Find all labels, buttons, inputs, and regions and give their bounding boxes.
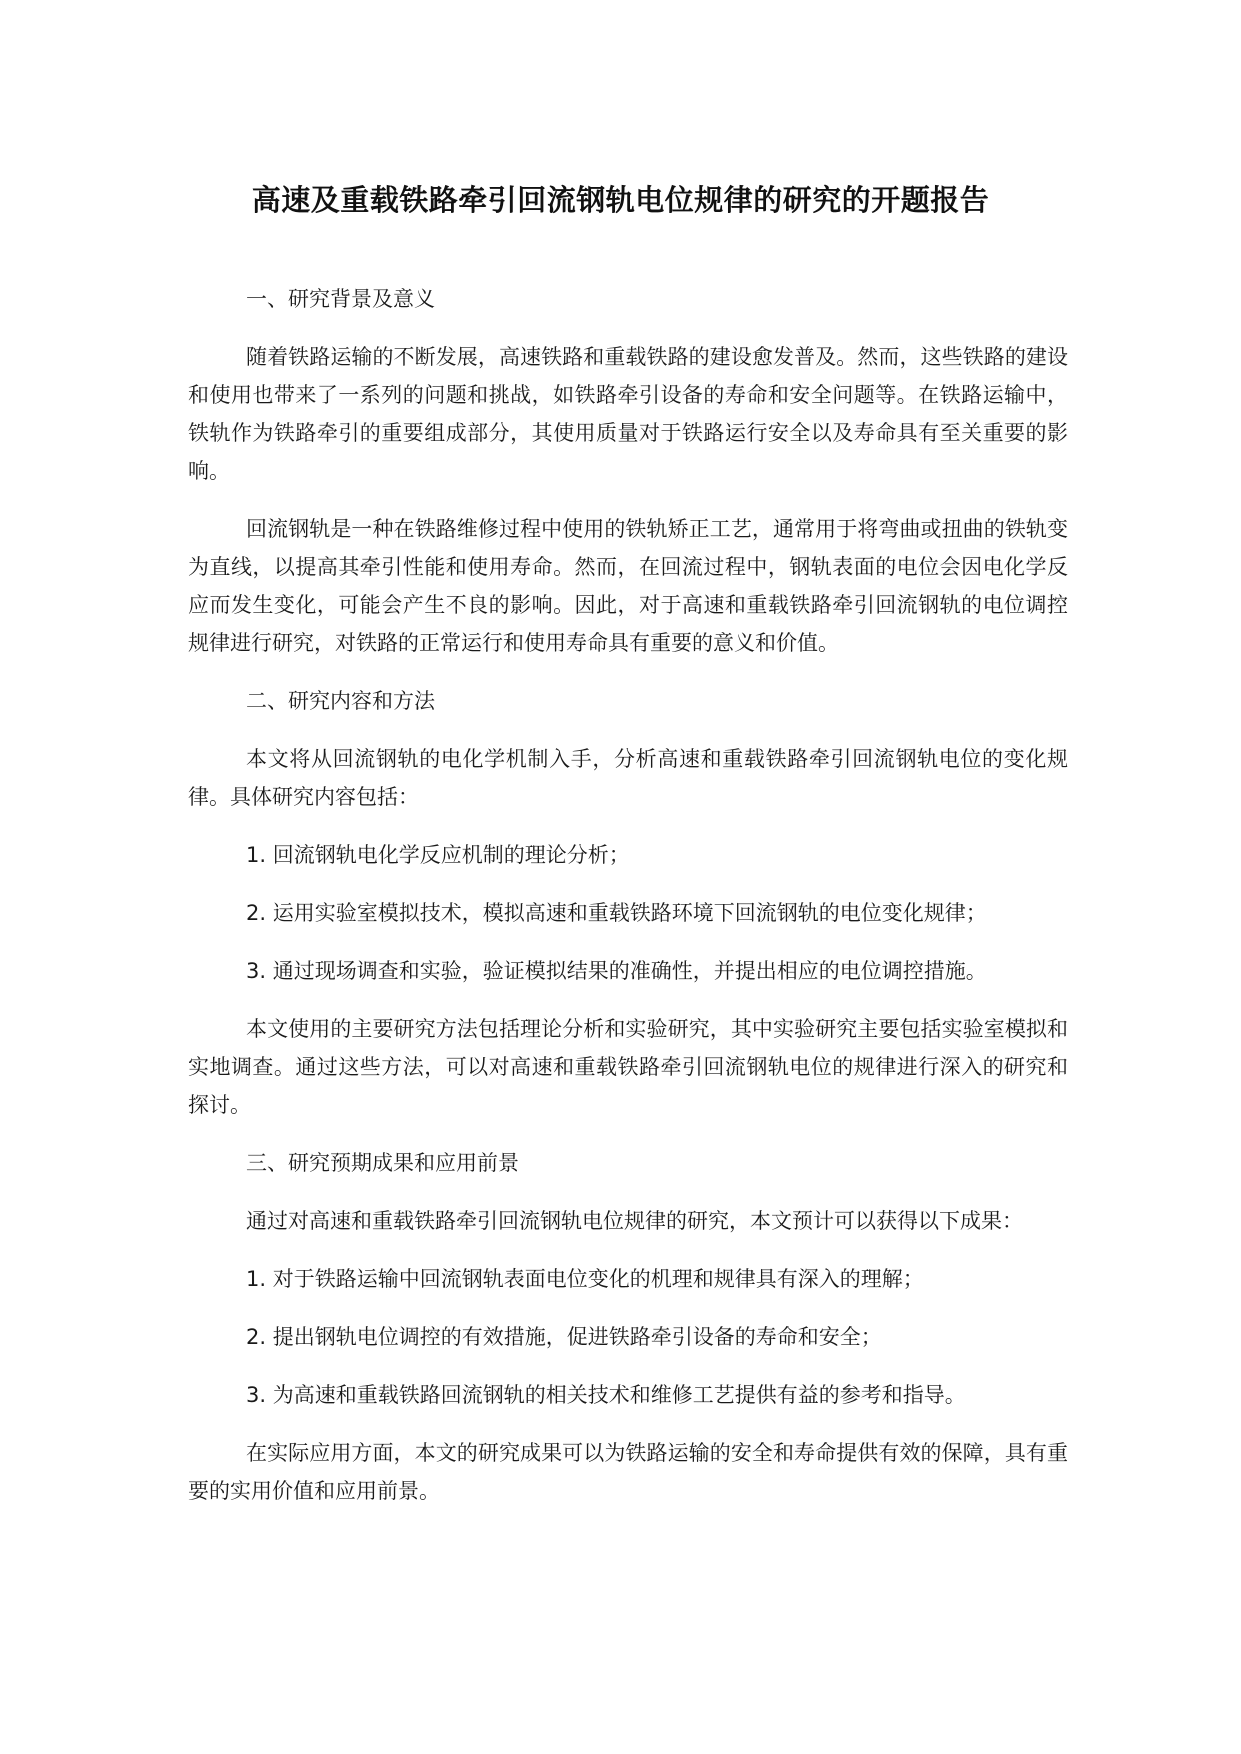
paragraph-application: 在实际应用方面，本文的研究成果可以为铁路运输的安全和寿命提供有效的保障，具有重要的实用价值和应用前景。 bbox=[188, 1441, 1068, 1503]
section-heading-outcomes: 三、研究预期成果和应用前景 bbox=[246, 1151, 519, 1175]
paragraph-background-1: 随着铁路运输的不断发展，高速铁路和重载铁路的建设愈发普及。然而，这些铁路的建设和使用也带来了一系列的问题和挑战，如铁路牵引设备的寿命和安全问题等。在铁路运输中，铁轨作为铁路牵引的重要组成部分，其使用质量对于铁路运行安全以及寿命具有至关重要的影响。 bbox=[188, 345, 1068, 483]
paragraph-background-2: 回流钢轨是一种在铁路维修过程中使用的铁轨矫正工艺，通常用于将弯曲或扭曲的铁轨变为直线，以提高其牵引性能和使用寿命。然而，在回流过程中，钢轨表面的电位会因电化学反应而发生变化，可能会产生不良的影响。因此，对于高速和重载铁路牵引回流钢轨的电位调控规律进行研究，对铁路的正常运行和使用寿命具有重要的意义和价值。 bbox=[188, 517, 1068, 655]
paragraph-outcomes-intro: 通过对高速和重载铁路牵引回流钢轨电位规律的研究，本文预计可以获得以下成果： bbox=[246, 1209, 1023, 1233]
document-body bbox=[188, 280, 1068, 1530]
list-item-content-1: 1. 回流钢轨电化学反应机制的理论分析； bbox=[246, 843, 630, 867]
document-title: 高速及重载铁路牵引回流钢轨电位规律的研究的开题报告 bbox=[251, 183, 990, 217]
paragraph-content-intro: 本文将从回流钢轨的电化学机制入手，分析高速和重载铁路牵引回流钢轨电位的变化规律。具体研究内容包括： bbox=[188, 747, 1068, 809]
section-heading-background: 一、研究背景及意义 bbox=[246, 287, 435, 311]
section-heading-content-method: 二、研究内容和方法 bbox=[246, 689, 435, 713]
list-item-outcome-1: 1. 对于铁路运输中回流钢轨表面电位变化的机理和规律具有深入的理解； bbox=[246, 1267, 924, 1291]
list-item-content-3: 3. 通过现场调查和实验，验证模拟结果的准确性，并提出相应的电位调控措施。 bbox=[246, 959, 987, 983]
list-item-outcome-2: 2. 提出钢轨电位调控的有效措施，促进铁路牵引设备的寿命和安全； bbox=[246, 1325, 882, 1349]
paragraph-methods: 本文使用的主要研究方法包括理论分析和实验研究，其中实验研究主要包括实验室模拟和实地调查。通过这些方法，可以对高速和重载铁路牵引回流钢轨电位的规律进行深入的研究和探讨。 bbox=[188, 1017, 1068, 1117]
list-item-content-2: 2. 运用实验室模拟技术，模拟高速和重载铁路环境下回流钢轨的电位变化规律； bbox=[246, 901, 987, 925]
list-item-outcome-3: 3. 为高速和重载铁路回流钢轨的相关技术和维修工艺提供有益的参考和指导。 bbox=[246, 1383, 966, 1407]
